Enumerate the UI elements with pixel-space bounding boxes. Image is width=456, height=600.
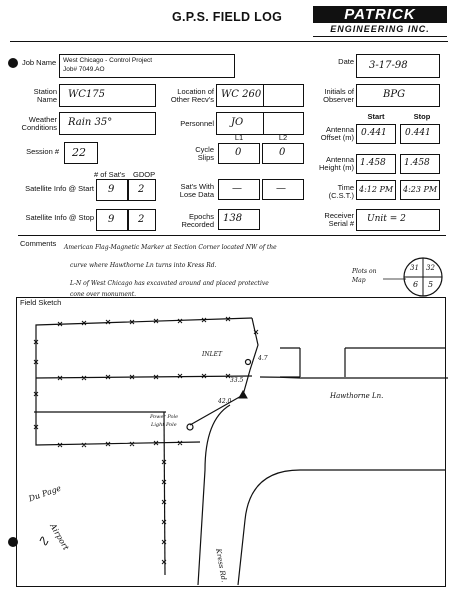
distance-3: 42.0 xyxy=(218,398,232,405)
height-stop-value: 1.458 xyxy=(404,158,430,168)
start-header: Start xyxy=(367,112,385,121)
du-page-label: Du Page xyxy=(27,483,63,504)
plot-note: Plots on Map xyxy=(352,268,377,284)
comment-line-3: L-N of West Chicago has excavated around and placed protective xyxy=(70,280,269,287)
personnel-value: JO xyxy=(231,117,244,128)
kress-label: Kress Rd. xyxy=(214,548,228,583)
gdop-stop-value: 2 xyxy=(138,214,145,225)
field-sketch-label: Field Sketch xyxy=(20,298,62,307)
weather-label: Weather Conditions xyxy=(21,115,57,132)
logo-top: PATRICK xyxy=(313,6,447,23)
cycle-l1-value: 0 xyxy=(235,147,242,158)
sats-stop-value: 9 xyxy=(108,214,115,225)
comment-line-4: cone over monument. xyxy=(70,291,137,298)
lose-l2-value: — xyxy=(276,183,286,194)
grid-cell-6: 6 xyxy=(413,280,419,289)
power-pole-label: Power Pole xyxy=(150,414,179,420)
light-pole-label: Light Pole xyxy=(151,422,177,428)
lose-l1-value: — xyxy=(232,183,242,194)
cycle-slips-label: Cycle Slips xyxy=(195,145,214,162)
receiver-serial-label: Receiver Serial # xyxy=(324,211,354,228)
height-start-value: 1.458 xyxy=(360,158,386,168)
job-name-label: Job Name xyxy=(22,58,57,67)
date-value: 3-17-98 xyxy=(369,60,408,71)
comment-line-2: curve where Hawthorne Ln turns into Kress Rd. xyxy=(70,262,217,269)
offset-start-value: 0.441 xyxy=(361,128,387,138)
gdop-start-value: 2 xyxy=(138,184,145,195)
grid-cell-32: 32 xyxy=(426,264,435,272)
session-value: 22 xyxy=(72,146,86,159)
hawthorne-label: Hawthorne Ln. xyxy=(330,392,384,400)
sats-lose-label: Sat's With Lose Data xyxy=(179,182,214,199)
airport-label: Airport xyxy=(48,522,71,552)
station-name-value: WC175 xyxy=(68,89,106,100)
distance-2: 33.5 xyxy=(230,377,244,384)
initials-value: BPG xyxy=(383,89,406,100)
time-stop-value: 4:23 PM xyxy=(403,185,438,194)
offset-stop-value: 0.441 xyxy=(405,128,431,138)
page-title: G.P.S. FIELD LOG xyxy=(172,10,283,24)
sat-info-start-label: Satellite Info @ Start xyxy=(25,184,94,193)
antenna-height-label: Antenna Height (m) xyxy=(318,155,354,172)
sats-start-value: 9 xyxy=(108,184,115,195)
gdop-header: GDOP xyxy=(133,170,156,179)
cycle-l2-value: 0 xyxy=(279,147,286,158)
date-label: Date xyxy=(338,57,354,66)
distance-1: 4.7 xyxy=(258,355,268,362)
comment-line-1: American Flag-Magnetic Marker at Section Corner located NW of the xyxy=(64,244,277,251)
personnel-label: Personnel xyxy=(180,119,214,128)
job-name-line2: Job# 7049.AO xyxy=(63,66,105,73)
time-start-value: 4:12 PM xyxy=(359,185,394,194)
grid-cell-31: 31 xyxy=(410,264,419,272)
epochs-value: 138 xyxy=(223,213,243,224)
l2-header: L2 xyxy=(278,133,288,142)
initials-label: Initials of Observer xyxy=(323,87,354,104)
antenna-offset-label: Antenna Offset (m) xyxy=(320,125,354,142)
logo-bottom: ENGINEERING INC. xyxy=(330,24,430,34)
weather-value: Rain 35° xyxy=(68,117,113,128)
sat-info-stop-label: Satellite Info @ Stop xyxy=(25,213,94,222)
grid-cell-5: 5 xyxy=(428,280,434,289)
session-label: Session # xyxy=(26,147,59,156)
num-sats-header: # of Sat's xyxy=(94,170,126,179)
inlet-label: INLET xyxy=(202,351,222,358)
location-label: Location of Other Recv's xyxy=(170,87,214,104)
location-value: WC 260 xyxy=(221,89,262,100)
job-name-line1: West Chicago - Control Project xyxy=(63,57,153,64)
station-name-label: Station Name xyxy=(33,87,57,104)
receiver-serial-value: Unit = 2 xyxy=(367,214,406,224)
l1-header: L1 xyxy=(234,133,244,142)
comments-label: Comments xyxy=(20,239,57,248)
stop-header: Stop xyxy=(413,112,431,121)
epochs-label: Epochs Recorded xyxy=(181,212,214,229)
time-label: Time (C.S.T.) xyxy=(328,183,354,200)
